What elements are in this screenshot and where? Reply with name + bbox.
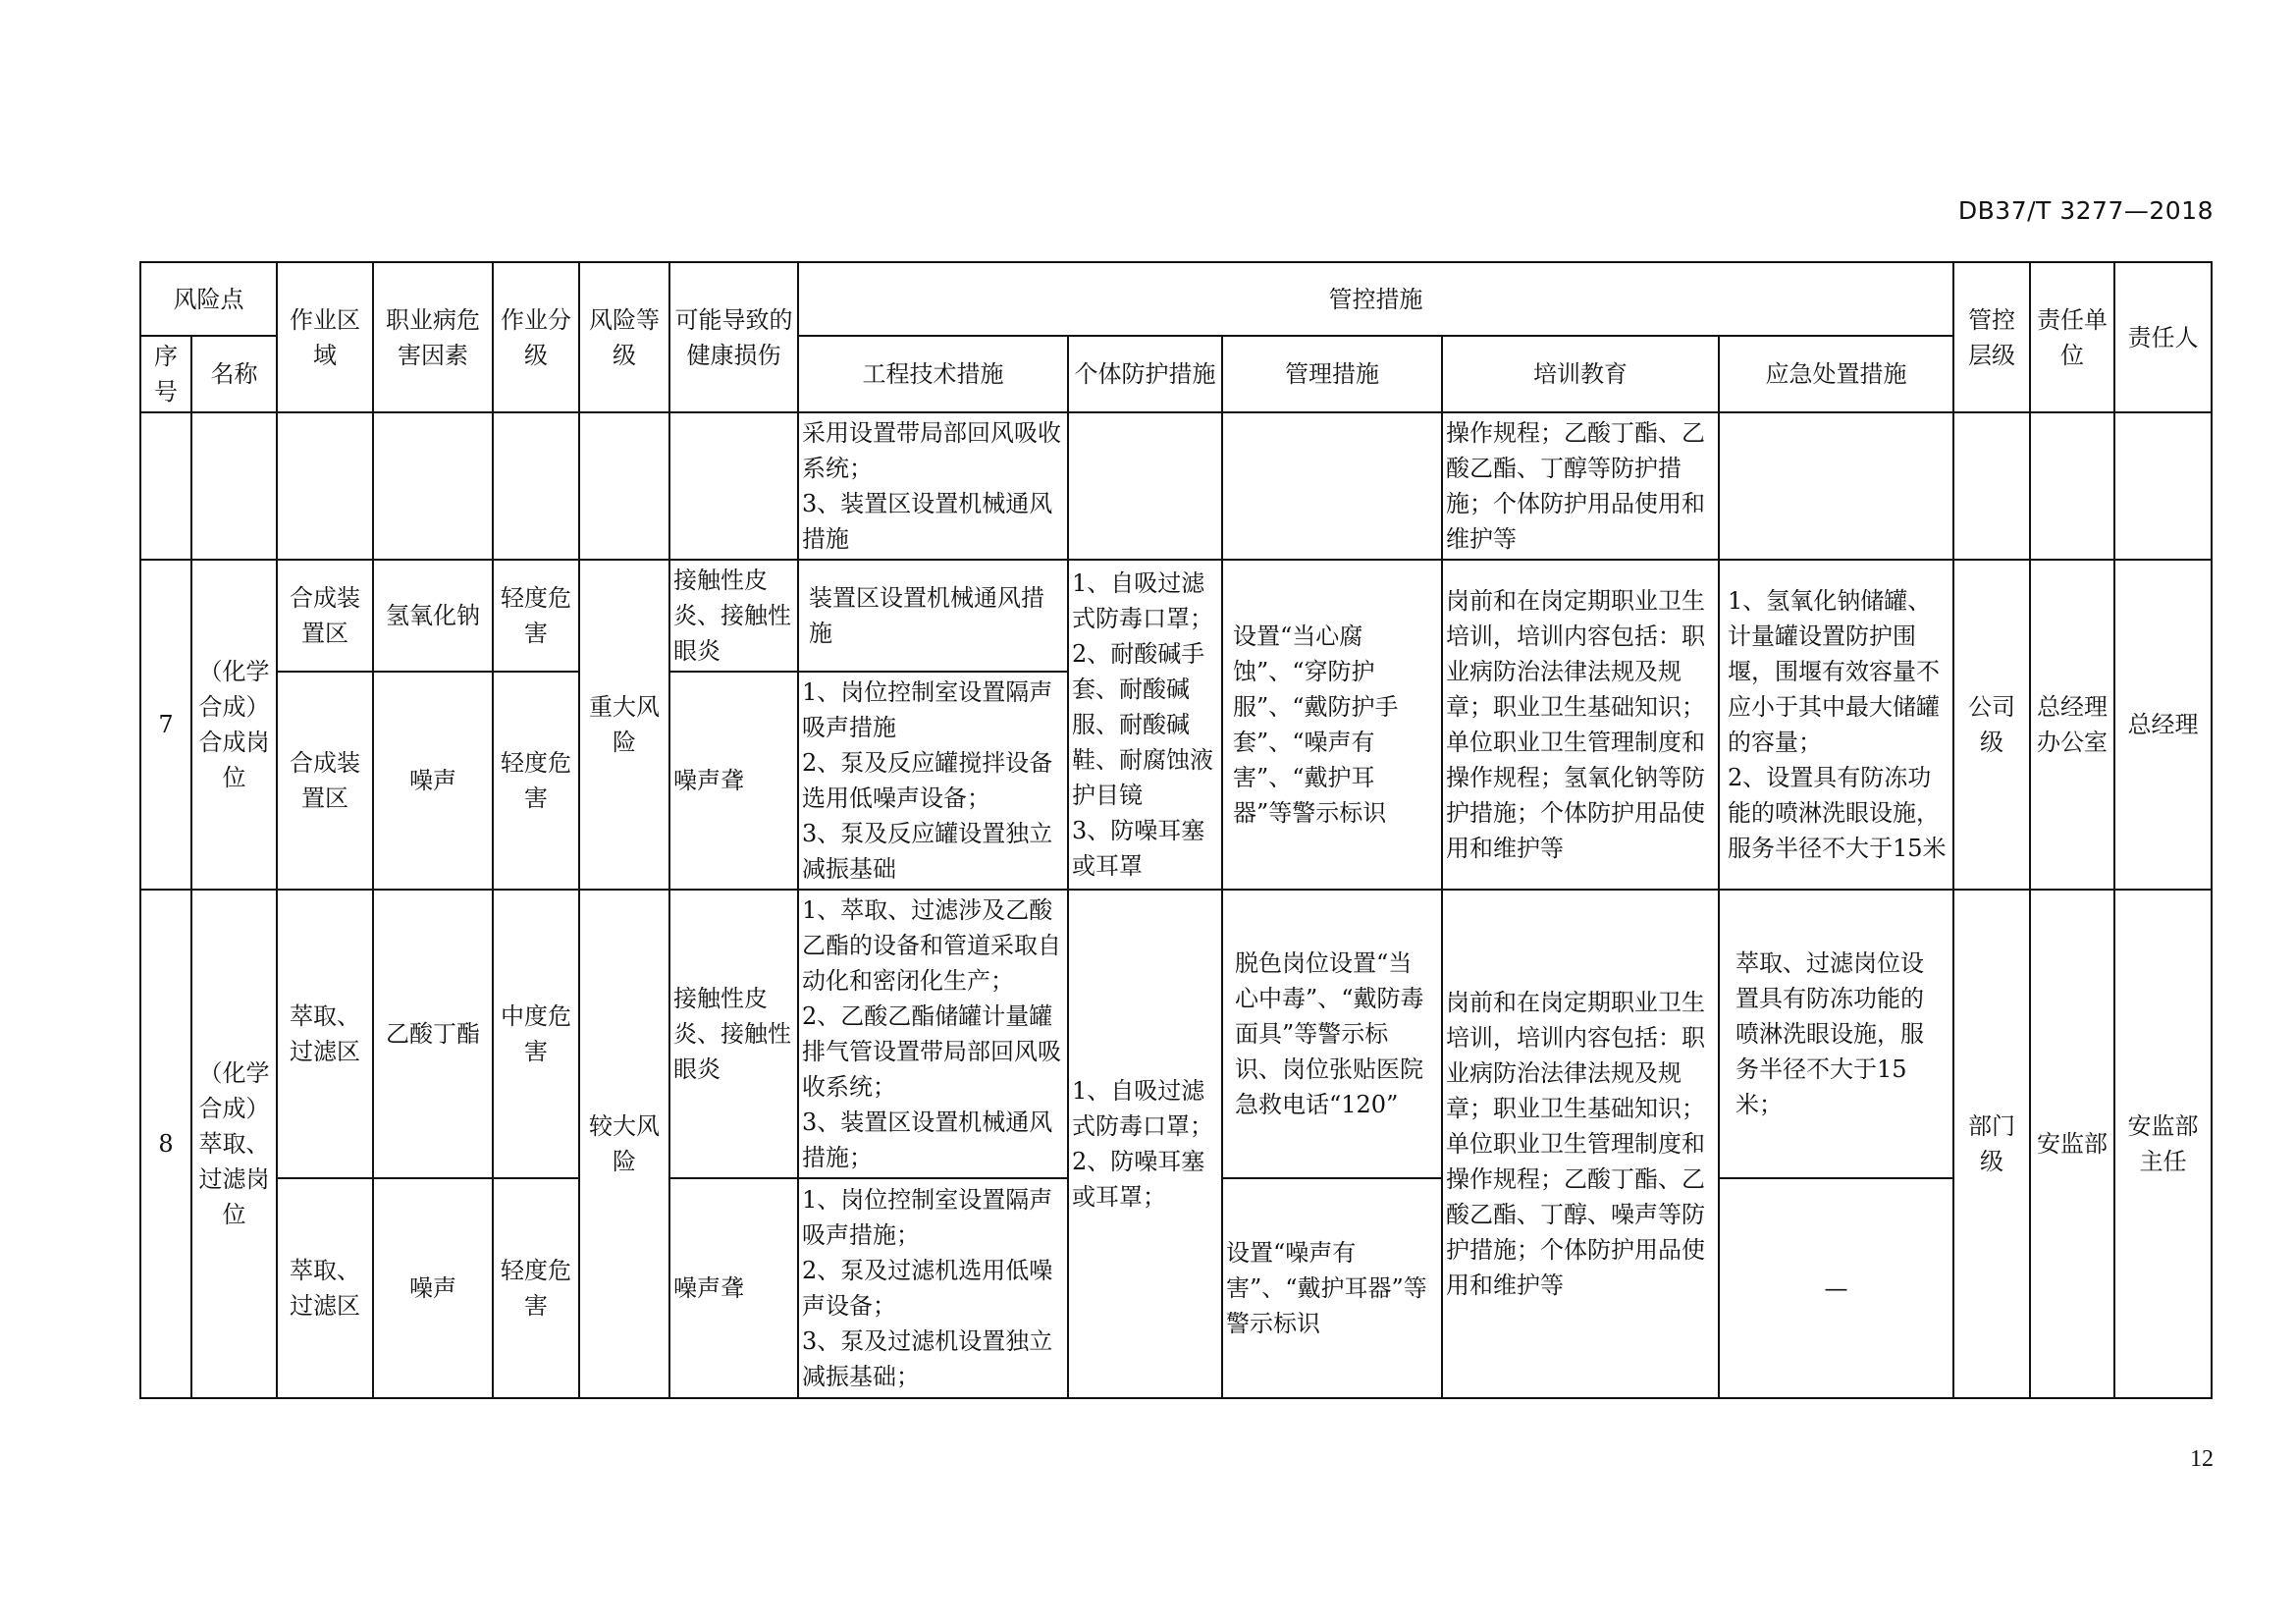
header-unit: 责任单位 bbox=[2030, 262, 2114, 412]
header-person: 责任人 bbox=[2114, 262, 2212, 412]
row7a-hazard: 氢氧化钠 bbox=[373, 560, 493, 672]
header-risk-point: 风险点 bbox=[140, 262, 277, 336]
header-row-1 bbox=[140, 262, 2212, 336]
row8-training: 岗前和在岗定期职业卫生培训，培训内容包括：职业病防治法律法规及规章；职业卫生基础知识；单位职业卫生管理制度和操作规程；乙酸丁酯、乙酸乙酯、丁醇、噪声等防护措施；个体防护用品使用和维护等 bbox=[1442, 890, 1719, 1398]
table-row-7a bbox=[140, 560, 2212, 672]
header-name: 名称 bbox=[191, 336, 277, 412]
row7-name: （化学合成）合成岗位 bbox=[191, 560, 277, 890]
row7-ppe: 1、自吸过滤式防毒口罩； 2、耐酸碱手套、耐酸碱服、耐酸碱鞋、耐腐蚀液护目镜 3、防噪耳塞或耳罩 bbox=[1068, 560, 1222, 890]
row8b-area: 萃取、过滤区 bbox=[277, 1178, 373, 1398]
row8b-eng: 1、岗位控制室设置隔声吸声措施； 2、泵及过滤机选用低噪声设备； 3、泵及过滤机设置独立减振基础； bbox=[798, 1178, 1068, 1398]
row8a-area: 萃取、过滤区 bbox=[277, 890, 373, 1178]
header-seq: 序号 bbox=[140, 336, 191, 412]
row7-training: 岗前和在岗定期职业卫生培训，培训内容包括：职业病防治法律法规及规章；职业卫生基础知识；单位职业卫生管理制度和操作规程；氢氧化钠等防护措施；个体防护用品使用和维护等 bbox=[1442, 560, 1719, 890]
header-damage: 可能导致的健康损伤 bbox=[669, 262, 798, 412]
row7a-area: 合成装置区 bbox=[277, 560, 373, 672]
header-hazard: 职业病危害因素 bbox=[373, 262, 493, 412]
row8a-emergency: 萃取、过滤岗位设置具有防冻功能的喷淋洗眼设施，服务半径不大于15米； bbox=[1719, 890, 1953, 1178]
header-risk-level: 风险等级 bbox=[579, 262, 669, 412]
cont-training: 操作规程；乙酸丁酯、乙酸乙酯、丁醇等防护措施；个体防护用品使用和维护等 bbox=[1442, 412, 1719, 560]
row8b-emergency: — bbox=[1719, 1178, 1953, 1398]
row7-emergency: 1、氢氧化钠储罐、计量罐设置防护围堰，围堰有效容量不应小于其中最大储罐的容量； 2、设置具有防冻功能的喷淋洗眼设施，服务半径不大于15米 bbox=[1719, 560, 1953, 890]
row7-risk-level: 重大风险 bbox=[579, 560, 669, 890]
row8b-grade: 轻度危害 bbox=[493, 1178, 579, 1398]
row7b-grade: 轻度危害 bbox=[493, 672, 579, 890]
row7b-area: 合成装置区 bbox=[277, 672, 373, 890]
header-training: 培训教育 bbox=[1442, 336, 1719, 412]
row8a-mgmt: 脱色岗位设置“当心中毒”、“戴防毒面具”等警示标识、岗位张贴医院急救电话“120” bbox=[1222, 890, 1442, 1178]
table-row-continuation bbox=[140, 412, 2212, 560]
row7-unit: 总经理办公室 bbox=[2030, 560, 2114, 890]
row7-person: 总经理 bbox=[2114, 560, 2212, 890]
row8-risk-level: 较大风险 bbox=[579, 890, 669, 1398]
header-mgmt: 管理措施 bbox=[1222, 336, 1442, 412]
row7-mgmt: 设置“当心腐蚀”、“穿防护服”、“戴防护手套”、“噪声有害”、“戴护耳器”等警示标识 bbox=[1222, 560, 1442, 890]
header-grade: 作业分级 bbox=[493, 262, 579, 412]
row7b-hazard: 噪声 bbox=[373, 672, 493, 890]
row7-seq: 7 bbox=[140, 560, 191, 890]
row7a-eng: 装置区设置机械通风措施 bbox=[798, 560, 1068, 672]
row8a-eng: 1、萃取、过滤涉及乙酸乙酯的设备和管道采取自动化和密闭化生产； 2、乙酸乙酯储罐计量罐排气管设置带局部回风吸收系统； 3、装置区设置机械通风措施； bbox=[798, 890, 1068, 1178]
header-emergency: 应急处置措施 bbox=[1719, 336, 1953, 412]
row8b-mgmt: 设置“噪声有害”、“戴护耳器”等警示标识 bbox=[1222, 1178, 1442, 1398]
row8a-hazard: 乙酸丁酯 bbox=[373, 890, 493, 1178]
row8a-damage: 接触性皮炎、接触性眼炎 bbox=[669, 890, 798, 1178]
header-ctrl-level: 管控层级 bbox=[1953, 262, 2030, 412]
row7b-eng: 1、岗位控制室设置隔声吸声措施 2、泵及反应罐搅拌设备选用低噪声设备； 3、泵及反应罐设置独立减振基础 bbox=[798, 672, 1068, 890]
row7-ctrl-level: 公司级 bbox=[1953, 560, 2030, 890]
row8b-hazard: 噪声 bbox=[373, 1178, 493, 1398]
cont-eng: 采用设置带局部回风吸收系统； 3、装置区设置机械通风措施 bbox=[798, 412, 1068, 560]
header-area: 作业区域 bbox=[277, 262, 373, 412]
row8-name: （化学合成）萃取、过滤岗位 bbox=[191, 890, 277, 1398]
row7a-grade: 轻度危害 bbox=[493, 560, 579, 672]
table-row-8a bbox=[140, 890, 2212, 1178]
row8-ppe: 1、自吸过滤式防毒口罩； 2、防噪耳塞或耳罩； bbox=[1068, 890, 1222, 1398]
header-measures: 管控措施 bbox=[798, 262, 1953, 336]
risk-control-table bbox=[139, 261, 2213, 1399]
row7b-damage: 噪声聋 bbox=[669, 672, 798, 890]
header-ppe: 个体防护措施 bbox=[1068, 336, 1222, 412]
row8-seq: 8 bbox=[140, 890, 191, 1398]
row8-unit: 安监部 bbox=[2030, 890, 2114, 1398]
row8a-grade: 中度危害 bbox=[493, 890, 579, 1178]
row8-ctrl-level: 部门级 bbox=[1953, 890, 2030, 1398]
page-number: 12 bbox=[2190, 1446, 2214, 1472]
row8b-damage: 噪声聋 bbox=[669, 1178, 798, 1398]
row8-person: 安监部主任 bbox=[2114, 890, 2212, 1398]
header-eng: 工程技术措施 bbox=[798, 336, 1068, 412]
row7a-damage: 接触性皮炎、接触性眼炎 bbox=[669, 560, 798, 672]
document-code: DB37/T 3277—2018 bbox=[1957, 196, 2214, 225]
